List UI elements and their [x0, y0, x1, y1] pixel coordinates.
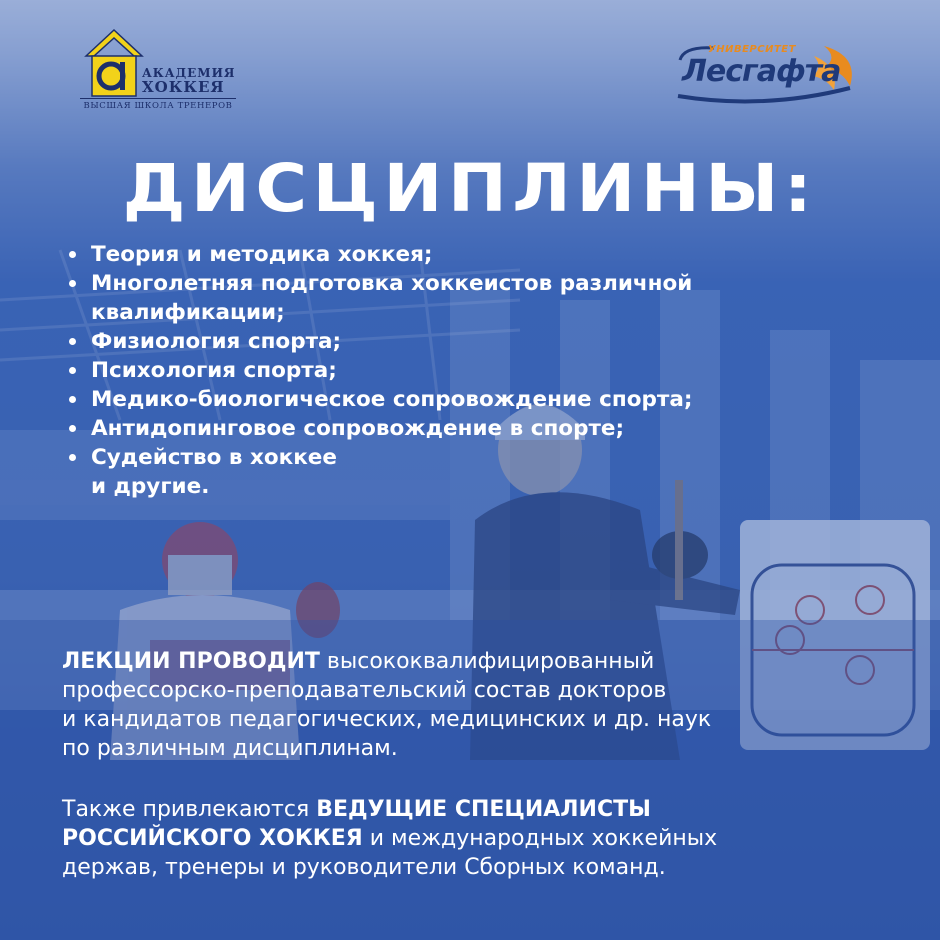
list-item-continuation: и другие.	[91, 474, 210, 499]
academy-logo-line3: ВЫСШАЯ ШКОЛА ТРЕНЕРОВ	[80, 98, 236, 111]
specialists-line3: держав, тренеры и руководители Сборных команд.	[62, 855, 666, 880]
lesgaft-logo-top: УНИВЕРСИТЕТ	[708, 44, 796, 55]
academy-logo-line1: АКАДЕМИЯ	[142, 66, 236, 80]
page-title: ДИСЦИПЛИНЫ:	[122, 150, 818, 227]
specialists-bold1: ВЕДУЩИЕ СПЕЦИАЛИСТЫ	[316, 797, 651, 822]
list-item: Физиология спорта;	[66, 327, 692, 356]
academy-logo-line2: ХОККЕЯ	[142, 78, 225, 96]
lectures-paragraph	[62, 647, 882, 763]
lectures-line2: профессорско-преподавательский состав докторов	[62, 678, 667, 703]
lectures-line1	[62, 647, 882, 676]
lectures-bold: ЛЕКЦИИ ПРОВОДИТ	[62, 649, 320, 674]
specialists-line1	[62, 795, 902, 824]
list-item: Судейство в хоккее	[66, 443, 692, 472]
lesgaft-logo-name: Лесгафта	[682, 54, 841, 89]
list-item: Психология спорта;	[66, 356, 692, 385]
specialists-paragraph	[62, 795, 902, 882]
lectures-line4: по различным дисциплинам.	[62, 736, 398, 761]
list-item: Многолетняя подготовка хоккеистов различной	[66, 269, 692, 298]
specialists-bold2: РОССИЙСКОГО ХОККЕЯ	[62, 826, 363, 851]
specialists-line2	[62, 824, 902, 853]
disciplines-list	[66, 240, 692, 501]
academy-house-icon	[78, 26, 150, 98]
list-item: Теория и методика хоккея;	[66, 240, 692, 269]
lesgaft-logo	[674, 38, 864, 114]
academy-logo	[78, 26, 248, 112]
list-item-continuation: квалификации;	[91, 300, 285, 325]
list-item: Медико-биологическое сопровождение спорта;	[66, 385, 692, 414]
specialists-line2-rest: и международных хоккейных	[362, 826, 718, 851]
list-item: Антидопинговое сопровождение в спорте;	[66, 414, 692, 443]
specialists-intro: Также привлекаются	[62, 797, 317, 822]
lectures-line3: и кандидатов педагогических, медицинских и др. наук	[62, 707, 712, 732]
lectures-line1-rest: высококвалифицированный	[319, 649, 655, 674]
